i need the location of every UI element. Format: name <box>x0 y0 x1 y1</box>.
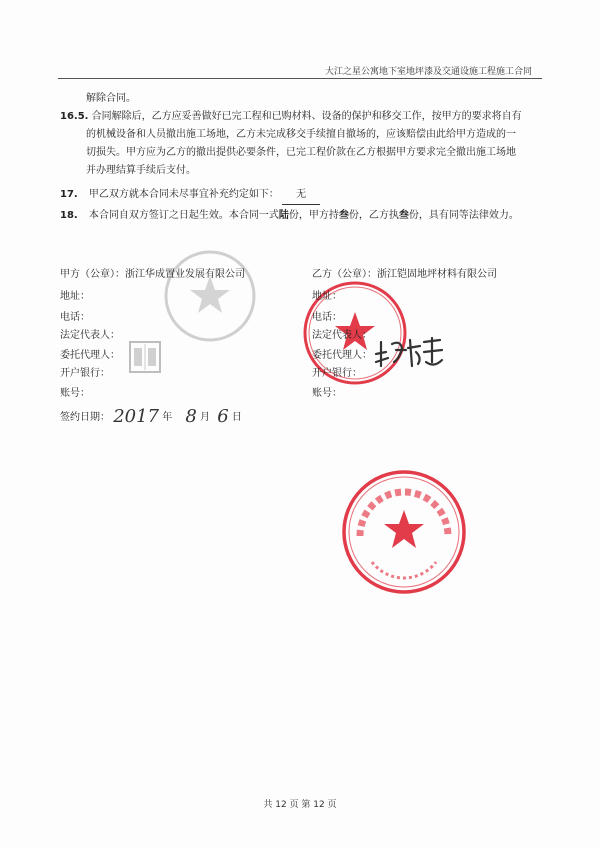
header-rule <box>58 78 542 79</box>
clause-17 <box>60 186 320 205</box>
personal-chop-a <box>128 340 162 374</box>
clause-text: 份，具有同等法律效力。 <box>408 210 519 221</box>
header-title: 大江之星公寓地下室地坪漆及交通设施工程施工合同 <box>324 67 532 77</box>
party-b-title <box>312 265 497 280</box>
handwritten-month: 8 <box>185 406 197 427</box>
clause-number: 16.5. <box>60 111 89 122</box>
party-a-legal-rep: 法定代表人： <box>60 330 120 341</box>
copies-total: 陆 <box>278 210 289 221</box>
party-a-date <box>60 404 242 425</box>
handwritten-day: 6 <box>217 406 229 427</box>
clause-number: 18. <box>60 210 78 221</box>
year-unit: 年 <box>162 412 173 423</box>
party-b-label: 乙方（公章）： <box>312 269 377 280</box>
clause-16-5-line-4: 并办理结算手续后支付。 <box>86 165 196 176</box>
clause-16-5-line-2: 的机械设备和人员撤出施工场地，乙方未完成移交手续擅自撤场的，应该赔偿由此给甲方造成的一 <box>86 129 516 140</box>
party-b-account: 账号： <box>312 388 342 399</box>
page-footer: 共 12 页 第 12 页 <box>263 800 337 810</box>
faint-seal-a <box>162 248 258 344</box>
clause-text: 份，甲方持 <box>288 210 339 221</box>
party-b-legal-rep: 法定代表人： <box>312 330 372 341</box>
party-a-label: 甲方（公章）： <box>60 269 125 280</box>
party-b-agent: 委托代理人： <box>312 350 372 361</box>
date-label: 签约日期： <box>60 412 110 423</box>
month-unit: 月 <box>200 412 211 423</box>
party-a-agent: 委托代理人： <box>60 350 120 361</box>
party-b-signature <box>372 332 446 372</box>
party-a-account: 账号： <box>60 388 90 399</box>
party-b-large-seal <box>338 466 470 598</box>
party-b-address: 地址： <box>312 291 342 302</box>
party-a-title <box>60 265 245 280</box>
copies-b: 叁 <box>398 210 409 221</box>
clause-text: 甲乙双方就本合同未尽事宜补充约定如下： <box>88 189 279 200</box>
clause-18 <box>60 207 519 225</box>
party-a-bank: 开户银行： <box>60 368 110 379</box>
clause-16-5 <box>60 108 522 126</box>
handwritten-year: 2017 <box>113 406 159 427</box>
clause-text: 本合同自双方签订之日起生效。本合同一式 <box>88 210 279 221</box>
clause-16-5-line-3: 切损失。甲方应为乙方的撤出提供必要条件，已完工程价款在乙方根据甲方要求完全撤出施工场地 <box>86 147 516 158</box>
clause-16-4-tail: 解除合同。 <box>86 93 136 104</box>
copies-a: 叁 <box>338 210 349 221</box>
party-a-phone: 电话： <box>60 312 90 323</box>
day-unit: 日 <box>231 412 242 423</box>
clause-number: 17. <box>60 189 78 200</box>
party-b-bank: 开户银行： <box>312 368 362 379</box>
party-a-name: 浙江华成置业发展有限公司 <box>125 269 245 280</box>
supplement-blank: 无 <box>282 186 320 205</box>
clause-text: 合同解除后，乙方应妥善做好已完工程和已购材料、设备的保护和移交工作，按甲方的要求将自有 <box>91 111 522 122</box>
party-a-address: 地址： <box>60 291 90 302</box>
party-b-name: 浙江铠固地坪材料有限公司 <box>377 269 497 280</box>
party-b-phone: 电话： <box>312 312 342 323</box>
clause-text: 份，乙方执 <box>348 210 399 221</box>
